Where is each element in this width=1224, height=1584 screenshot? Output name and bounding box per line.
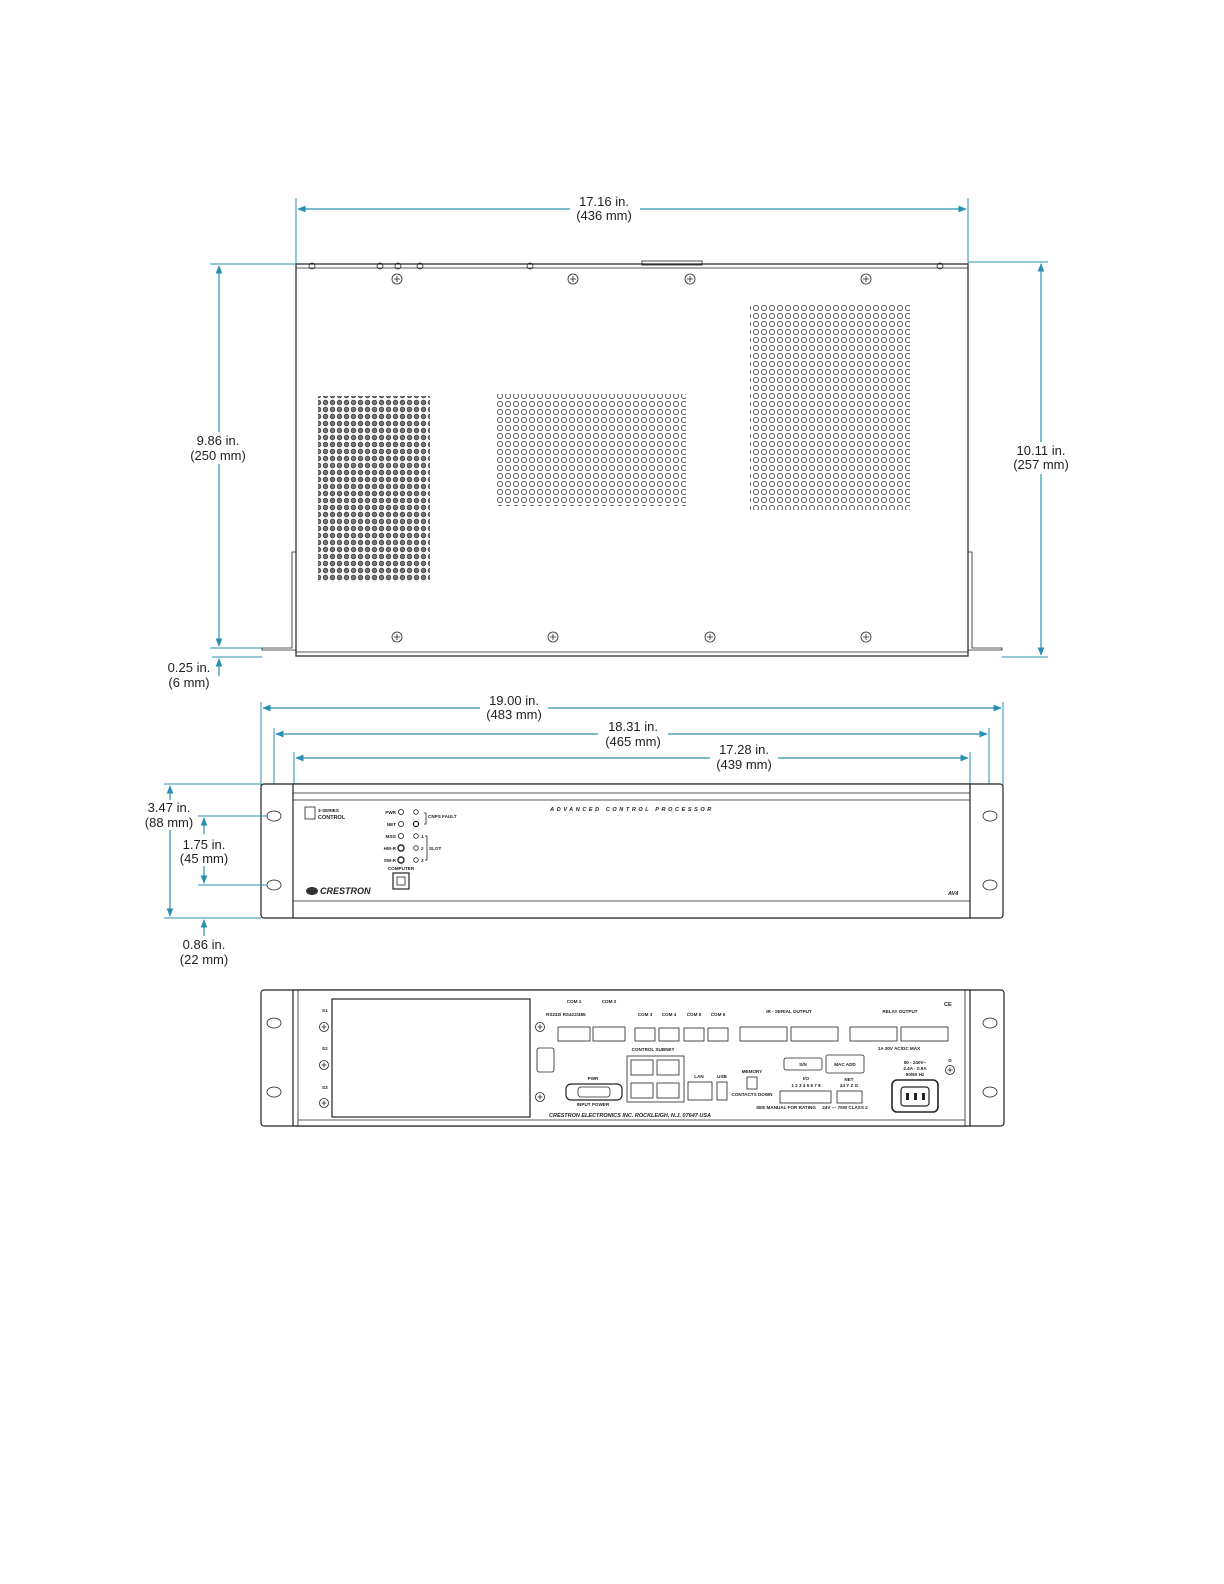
hole-vertical-mm: (45 mm) xyxy=(179,851,229,866)
net-label: NET xyxy=(844,1077,854,1082)
slot-number-1: 1 xyxy=(421,834,424,839)
cnps-fault-label: CNPS FAULT xyxy=(428,814,457,819)
led-label-net: NET xyxy=(386,822,396,827)
bottom-offset-inches: 0.86 in. xyxy=(182,937,226,952)
slot-s3: S3 xyxy=(322,1085,328,1090)
input-power-label: INPUT POWER xyxy=(576,1102,610,1107)
com3-label: COM 3 xyxy=(637,1012,653,1017)
slot-label: SLOT xyxy=(429,846,442,851)
relay-rating: 1A 30V AC/DC MAX xyxy=(877,1046,921,1051)
input-power-connector[interactable] xyxy=(566,1084,622,1100)
ac-rating-2: 2.4A - 0.9A xyxy=(903,1066,927,1071)
sn-label: S/N xyxy=(799,1062,807,1067)
rs-label: RS232/ RS422/485 xyxy=(546,1012,586,1017)
usb-label: USB xyxy=(717,1074,727,1079)
led-label-swr: SW-R xyxy=(383,858,396,863)
ce-mark: CE xyxy=(944,1002,952,1008)
hole-spacing-inches: 18.31 in. xyxy=(608,719,658,734)
top-depth-left-inches: 9.86 in. xyxy=(196,433,240,448)
ac-rating-3: 50/60 Hz xyxy=(905,1072,925,1077)
brand-text: CRESTRON xyxy=(320,886,371,896)
io-numbers: 1 2 3 4 5 6 7 8 xyxy=(791,1083,821,1088)
com6-label: COM 6 xyxy=(710,1012,726,1017)
computer-label: COMPUTER xyxy=(387,866,415,871)
com5-label: COM 5 xyxy=(686,1012,702,1017)
led-swr-button[interactable] xyxy=(398,857,404,863)
memory-label: MEMORY xyxy=(741,1069,763,1074)
computer-usb-port[interactable] xyxy=(393,873,409,889)
height-mm: (88 mm) xyxy=(144,815,194,830)
top-depth-right-inches: 10.11 in. xyxy=(1016,443,1066,458)
overall-width-mm: (483 mm) xyxy=(486,707,542,722)
expansion-slot-cover xyxy=(332,999,530,1117)
hole-vertical-inches: 1.75 in. xyxy=(182,837,226,852)
hole-spacing-mm: (465 mm) xyxy=(605,734,661,749)
led-label-pwr: PWR xyxy=(385,810,396,815)
badge-line2: CONTROL xyxy=(318,815,346,821)
com2-label: COM 2 xyxy=(601,999,617,1004)
ground-label: G xyxy=(948,1058,952,1063)
led-label-hwr: HW-R xyxy=(383,846,396,851)
footer-text: CRESTRON ELECTRONICS INC. ROCKLEIGH, N.J. 07647 USA xyxy=(549,1113,711,1119)
io-label: I/O xyxy=(802,1076,810,1081)
class2-label: 24V --- 75W CLASS 2 xyxy=(822,1105,868,1110)
panel-title: ADVANCED CONTROL PROCESSOR xyxy=(550,807,714,813)
com4-label: COM 4 xyxy=(661,1012,677,1017)
chassis-width-mm: (439 mm) xyxy=(716,757,772,772)
top-width-mm: (436 mm) xyxy=(576,208,632,223)
vent-left xyxy=(318,396,430,582)
top-view xyxy=(168,194,1074,690)
control-subnet-label: CONTROL SUBNET xyxy=(631,1047,675,1052)
front-view xyxy=(140,693,1003,967)
com1-label: COM 1 xyxy=(566,999,582,1004)
see-manual-label: SEE MANUAL FOR RATING xyxy=(756,1105,816,1110)
slot-number-3: 3 xyxy=(421,858,424,863)
lan-label: LAN xyxy=(694,1074,704,1079)
height-inches: 3.47 in. xyxy=(147,800,191,815)
net-pins: 24 Y Z G xyxy=(839,1083,859,1088)
ir-serial-label: IR - SERIAL OUTPUT xyxy=(766,1009,812,1014)
relay-output-label: RELAY OUTPUT xyxy=(882,1009,918,1014)
led-hwr-button[interactable] xyxy=(398,845,404,851)
overall-width-inches: 19.00 in. xyxy=(489,693,539,708)
vent-right xyxy=(750,304,910,510)
slot-number-2: 2 xyxy=(421,846,424,851)
ac-rating-1: 50 - 240V~ xyxy=(903,1060,927,1065)
bottom-offset-mm: (22 mm) xyxy=(179,952,229,967)
model-label: AV4 xyxy=(948,891,959,897)
top-width-inches: 17.16 in. xyxy=(579,194,629,209)
slot-s1: S1 xyxy=(322,1008,328,1013)
rear-view xyxy=(261,990,1004,1126)
slot-s2: S2 xyxy=(322,1046,328,1051)
foot-inches: 0.25 in. xyxy=(167,660,211,675)
chassis-width-inches: 17.28 in. xyxy=(719,742,769,757)
contacts-down-label: CONTACTS DOWN xyxy=(731,1092,773,1097)
top-depth-right-mm: (257 mm) xyxy=(1013,457,1069,472)
mac-label: MAC ADD xyxy=(834,1062,856,1067)
pwr-label: PWR xyxy=(587,1076,599,1081)
top-depth-left-mm: (250 mm) xyxy=(190,448,246,463)
led-label-msg: MSG xyxy=(385,834,396,839)
vent-center xyxy=(496,394,686,506)
foot-mm: (6 mm) xyxy=(168,675,210,690)
badge-line1: 3-SERIES xyxy=(318,808,339,813)
